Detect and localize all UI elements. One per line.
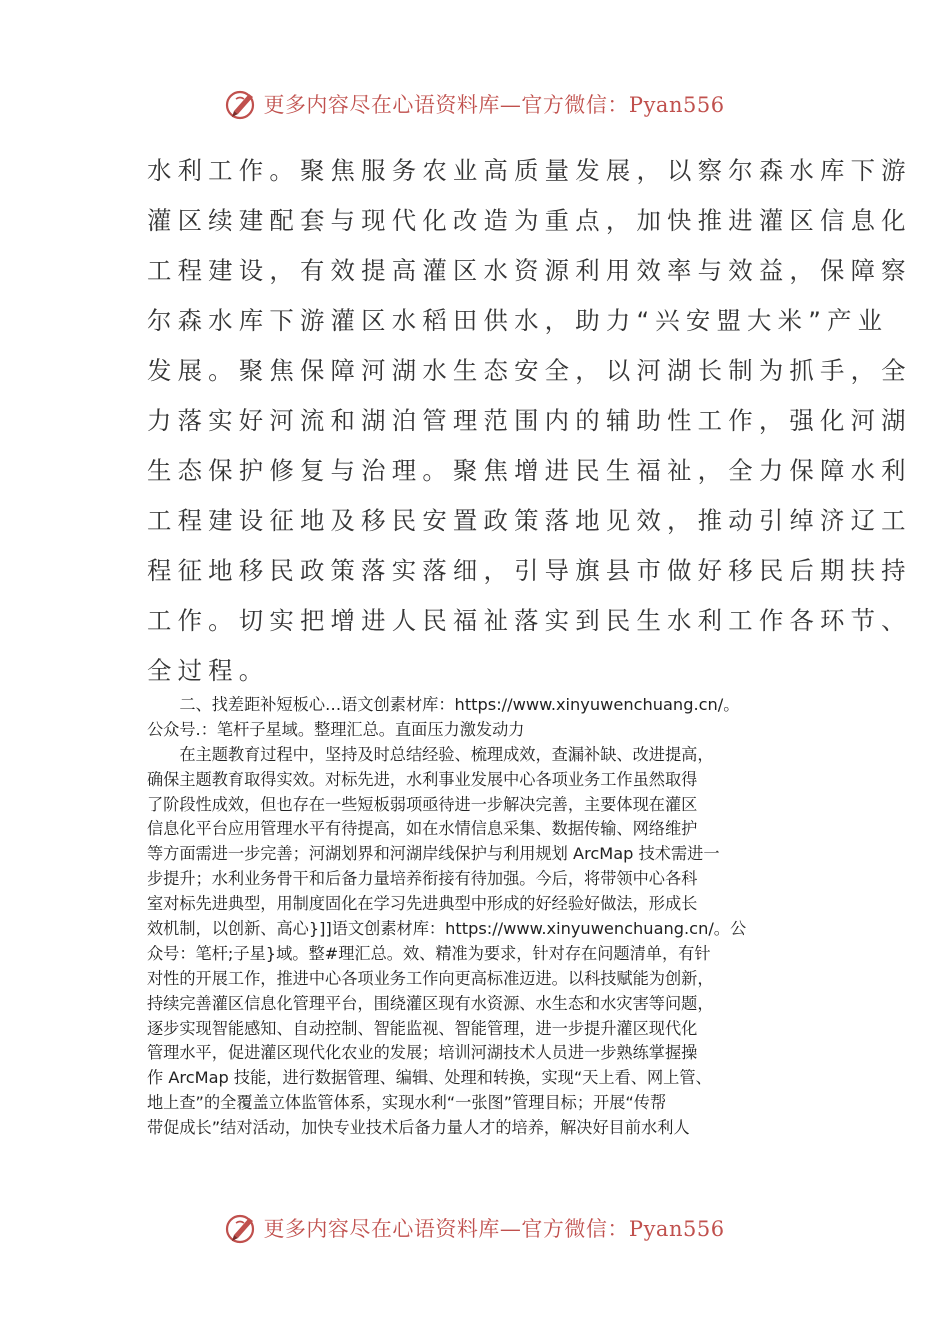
text-line: 等方面需进一步完善；河湖划界和河湖岸线保护与利用规划 ArcMap 技术需进一 xyxy=(147,844,720,864)
text-line: 公众号.：笔杆子星域。整理汇总。直面压力激发动力 xyxy=(147,719,525,739)
footer-banner-text: 更多内容尽在心语资料库—官方微信：Pyan556 xyxy=(263,1217,725,1241)
body-large-paragraph xyxy=(147,146,912,696)
section-heading-line: 二、找差距补短板心…语文创素材库：https://www.xinyuwenchuang.cn/。 xyxy=(147,695,740,714)
text-line: 作 ArcMap 技能，进行数据管理、编辑、处理和转换，实现“天上看、网上管、 xyxy=(147,1068,712,1088)
text-line: 灌区续建配套与现代化改造为重点，加快推进灌区信息化 xyxy=(147,206,912,235)
text-line: 步提升；水利业务骨干和后备力量培养衔接有待加强。今后，将带领中心各科 xyxy=(147,869,698,889)
text-line: 带促成长”结对活动，加快专业技术后备力量人才的培养，解决好目前水利人 xyxy=(147,1118,690,1138)
text-line: 尔森水库下游灌区水稻田供水，助力“兴安盟大米”产业 xyxy=(147,306,889,335)
footer-banner xyxy=(0,1208,950,1248)
header-banner xyxy=(0,84,950,124)
pen-logo-icon xyxy=(225,1211,259,1245)
text-line: 工程建设征地及移民安置政策落地见效，推动引绰济辽工 xyxy=(147,506,912,535)
text-line: 工程建设，有效提高灌区水资源利用效率与效益，保障察 xyxy=(147,256,912,285)
text-line: 水利工作。聚焦服务农业高质量发展，以察尔森水库下游 xyxy=(147,156,912,185)
text-line: 生态保护修复与治理。聚焦增进民生福祉，全力保障水利 xyxy=(147,456,912,485)
text-line: 对性的开展工作，推进中心各项业务工作向更高标准迈进。以科技赋能为创新， xyxy=(147,968,714,988)
text-line: 逐步实现智能感知、自动控制、智能监视、智能管理，进一步提升灌区现代化 xyxy=(147,1018,698,1038)
text-line: 力落实好河流和湖泊管理范围内的辅助性工作，强化河湖 xyxy=(147,406,912,435)
text-line: 工作。切实把增进人民福祉落实到民生水利工作各环节、 xyxy=(147,606,912,635)
text-line: 了阶段性成效，但也存在一些短板弱项亟待进一步解决完善，主要体现在灌区 xyxy=(147,794,698,814)
text-line: 全过程。 xyxy=(147,656,270,685)
text-line: 持续完善灌区信息化管理平台，围绕灌区现有水资源、水生态和水灾害等问题， xyxy=(147,993,714,1013)
text-line: 管理水平，促进灌区现代化农业的发展；培训河湖技术人员进一步熟练掌握操 xyxy=(147,1043,698,1063)
text-line: 确保主题教育取得实效。对标先进，水利事业发展中心各项业务工作虽然取得 xyxy=(147,769,698,789)
text-line: 发展。聚焦保障河湖水生态安全，以河湖长制为抓手，全 xyxy=(147,356,912,385)
body-small-paragraphs xyxy=(147,693,817,1141)
text-line: 效机制，以创新、高心}]]语文创素材库：https://www.xinyuwenchuang.cn/。公 xyxy=(147,919,747,939)
header-banner-text: 更多内容尽在心语资料库—官方微信：Pyan556 xyxy=(263,93,725,117)
text-line: 信息化平台应用管理水平有待提高，如在水情信息采集、数据传输、网络维护 xyxy=(147,819,698,839)
text-line: 程征地移民政策落实落细，引导旗县市做好移民后期扶持 xyxy=(147,556,912,585)
text-line: 地上查”的全覆盖立体监管体系，实现水利“一张图”管理目标；开展“传帮 xyxy=(147,1093,667,1113)
text-line: 在主题教育过程中，坚持及时总结经验、梳理成效，查漏补缺、改进提高， xyxy=(147,744,714,764)
text-line: 众号：笔杆;子星}域。整#理汇总。效、精准为要求，针对存在问题清单，有针 xyxy=(147,943,711,963)
text-line: 室对标先进典型，用制度固化在学习先进典型中形成的好经验好做法，形成长 xyxy=(147,894,698,914)
pen-logo-icon xyxy=(225,87,259,121)
